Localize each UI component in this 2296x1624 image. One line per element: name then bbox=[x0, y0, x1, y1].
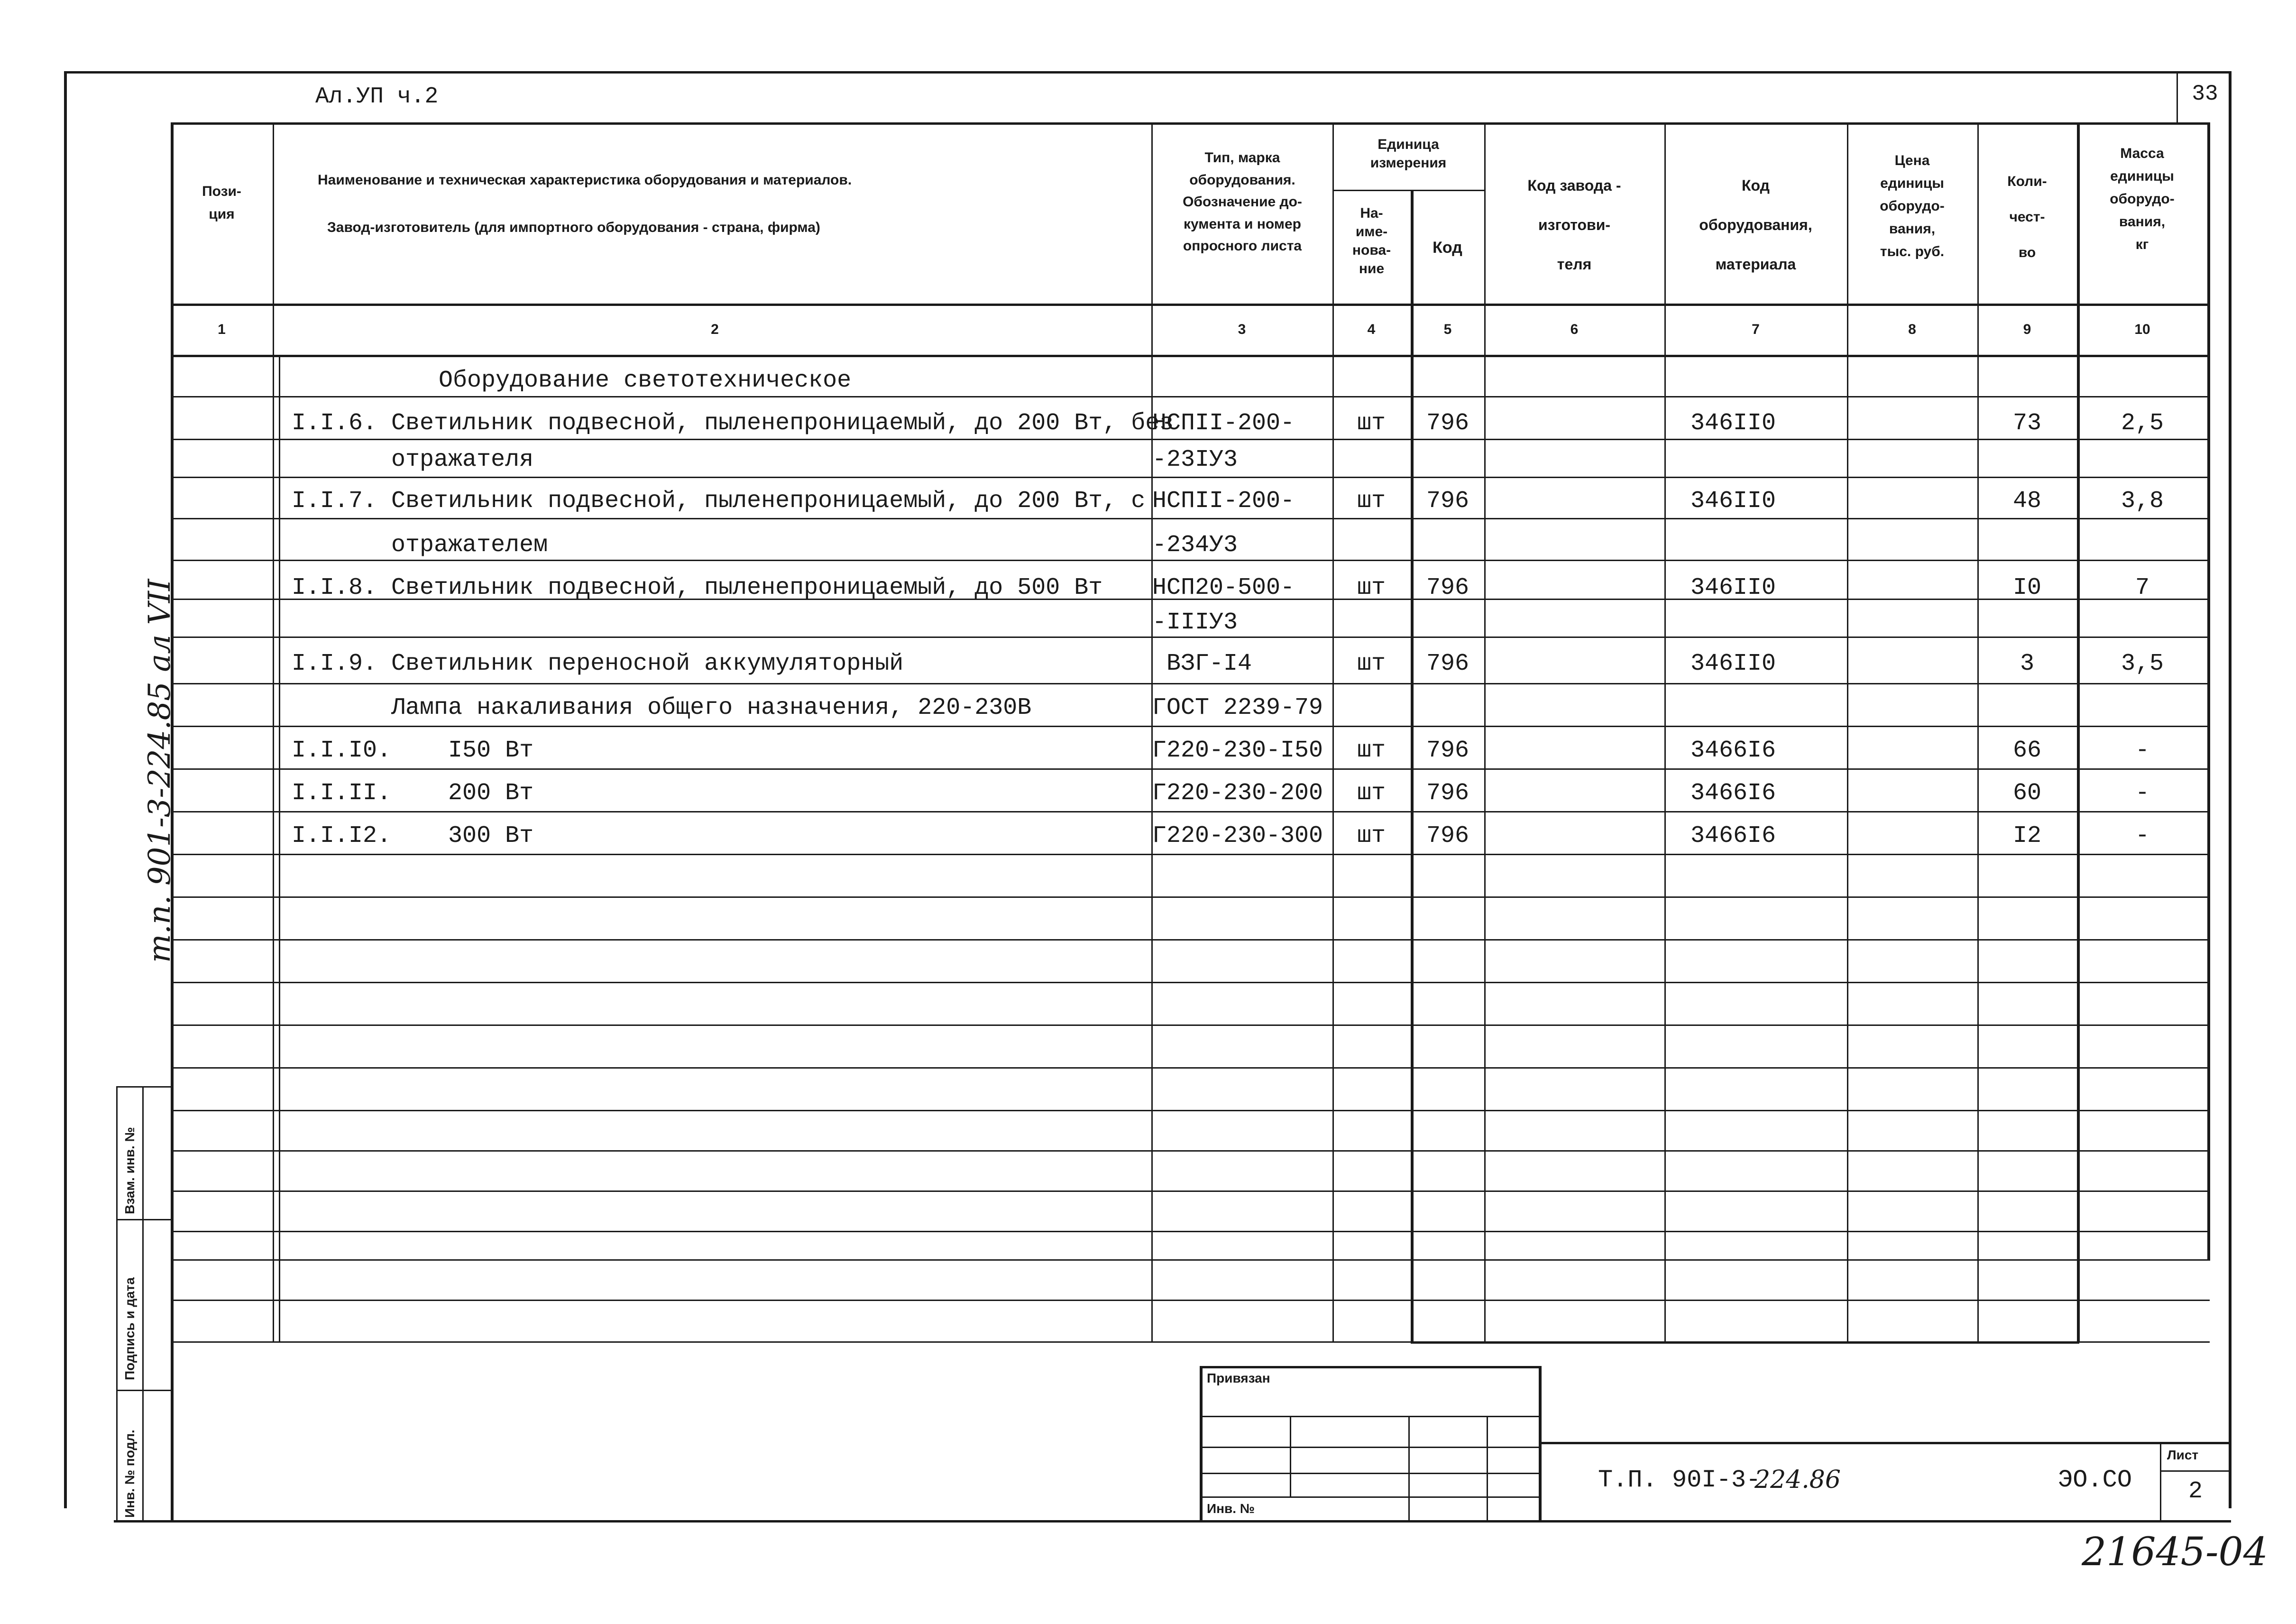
colnum-6: 6 bbox=[1570, 322, 1579, 337]
row-desc: I.I.9. Светильник переносной аккумуляторный bbox=[292, 650, 904, 677]
row-unit-code: 796 bbox=[1426, 780, 1469, 807]
side-strip-top bbox=[116, 1086, 171, 1088]
row-unit-code: 796 bbox=[1426, 410, 1469, 437]
col-line-1b bbox=[279, 355, 280, 1341]
row-type: Г220-230-300 bbox=[1152, 822, 1323, 849]
colnum-9: 9 bbox=[2023, 322, 2031, 337]
row-desc: отражателем bbox=[292, 532, 548, 559]
row-type: ГОСТ 2239-79 bbox=[1152, 694, 1323, 721]
row-unit: шт bbox=[1357, 488, 1386, 515]
row-line bbox=[171, 982, 2210, 983]
row-line bbox=[171, 1190, 2210, 1192]
header-bottom bbox=[171, 304, 2210, 306]
row-qty: I2 bbox=[2012, 822, 2041, 849]
row-equip-code: 3466I6 bbox=[1690, 822, 1776, 849]
row-desc: I.I.6. Светильник подвесной, пыленепроницаемый, до 200 Вт, без bbox=[292, 410, 1174, 437]
row-desc: отражателя bbox=[292, 446, 534, 473]
row-unit-code: 796 bbox=[1426, 822, 1469, 849]
header-name-line2: Завод-изготовитель (для импортного оборудования - страна, фирма) bbox=[327, 220, 820, 235]
row-type: НСПII-200- bbox=[1152, 410, 1295, 437]
row-line bbox=[171, 560, 2210, 561]
row-equip-code: 346II0 bbox=[1690, 410, 1776, 437]
stamp-col1 bbox=[1290, 1416, 1291, 1496]
stamp-top bbox=[1200, 1366, 1539, 1368]
stamp-left bbox=[1200, 1366, 1203, 1522]
row-qty: 60 bbox=[2012, 780, 2041, 807]
row-type: Г220-230-I50 bbox=[1152, 737, 1323, 764]
colnum-7: 7 bbox=[1752, 322, 1760, 337]
header-sub-line bbox=[1332, 190, 1484, 191]
header-factory-code: Код завода - изготови- теля bbox=[1527, 177, 1621, 273]
header-equipment-code: Код оборудования, материала bbox=[1699, 177, 1812, 273]
row-desc: I.I.8. Светильник подвесной, пыленепроницаемый, до 500 Вт bbox=[292, 574, 1103, 601]
list-box-div bbox=[2160, 1470, 2231, 1472]
stamp-privyazan: Привязан bbox=[1207, 1371, 1270, 1385]
side-label-podpis: Подпись и дата bbox=[122, 1277, 137, 1380]
header-type: Тип, марка оборудования. Обозначение до- кумента и номер опросного листа bbox=[1183, 150, 1302, 254]
row-unit: шт bbox=[1357, 822, 1386, 849]
stamp-inv-no: Инв. № bbox=[1207, 1501, 1255, 1516]
section-title: Оборудование светотехническое bbox=[439, 367, 852, 394]
header-unit-name: На- име- нова- ние bbox=[1352, 205, 1391, 277]
row-unit: шт bbox=[1357, 410, 1386, 437]
sheet-number: 33 bbox=[2192, 82, 2218, 106]
list-value: 2 bbox=[2188, 1478, 2203, 1505]
row-equip-code: 3466I6 bbox=[1690, 737, 1776, 764]
row-line bbox=[171, 1300, 2210, 1301]
row-line bbox=[171, 854, 2210, 855]
doc-code: Т.П. 90I-3- bbox=[1598, 1466, 1761, 1494]
stamp-col2 bbox=[1408, 1416, 1410, 1520]
colnum-8: 8 bbox=[1908, 322, 1916, 337]
side-handwritten-code: т.п. 901-3-224.85 ал VII bbox=[142, 579, 177, 963]
row-qty: 66 bbox=[2012, 737, 2041, 764]
row-qty: 48 bbox=[2012, 488, 2041, 515]
col-line-8 bbox=[1977, 122, 1979, 1341]
row-line bbox=[171, 683, 2210, 684]
row-mass: 7 bbox=[2135, 574, 2149, 601]
col-line-2 bbox=[1151, 122, 1153, 1341]
colnum-10: 10 bbox=[2134, 322, 2150, 337]
table-top bbox=[171, 122, 2210, 125]
row-type: -234У3 bbox=[1152, 532, 1238, 559]
row-desc: I.I.7. Светильник подвесной, пыленепроницаемый, до 200 Вт, с bbox=[292, 488, 1146, 515]
title-block-top bbox=[1539, 1442, 2231, 1444]
row-line bbox=[171, 768, 2210, 770]
row-mass: 2,5 bbox=[2121, 410, 2164, 437]
frame-right bbox=[2229, 71, 2232, 1508]
row-line bbox=[171, 896, 2210, 898]
row-mass: - bbox=[2135, 737, 2149, 764]
row-unit: шт bbox=[1357, 780, 1386, 807]
row-type: Г220-230-200 bbox=[1152, 780, 1323, 807]
row-line bbox=[171, 477, 2210, 478]
list-label: Лист bbox=[2167, 1448, 2199, 1462]
side-strip-div1 bbox=[116, 1219, 171, 1220]
bottom-handwritten-number: 21645-04 bbox=[2082, 1530, 2268, 1575]
row-unit-code: 796 bbox=[1426, 488, 1469, 515]
row-line bbox=[171, 396, 2210, 397]
row-line bbox=[171, 439, 2210, 440]
row-line bbox=[171, 811, 2210, 812]
row-type: ВЗГ-I4 bbox=[1166, 650, 1252, 677]
side-strip-div2 bbox=[116, 1390, 171, 1391]
row-mass: - bbox=[2135, 822, 2149, 849]
row-desc: I.I.II. 200 Вт bbox=[292, 780, 534, 807]
doc-code-hand: 224.86 bbox=[1754, 1466, 1841, 1494]
row-line bbox=[171, 637, 2210, 638]
row-line bbox=[171, 1110, 2210, 1111]
col-line-6 bbox=[1664, 122, 1666, 1341]
sheet-num-divider bbox=[2177, 71, 2178, 123]
row-desc: I.I.I2. 300 Вт bbox=[292, 822, 534, 849]
stamp-col3 bbox=[1487, 1416, 1488, 1520]
row-unit: шт bbox=[1357, 650, 1386, 677]
col-line-4 bbox=[1411, 190, 1414, 1342]
colnum-5: 5 bbox=[1443, 322, 1452, 337]
frame-top bbox=[64, 71, 2231, 74]
row-unit: шт bbox=[1357, 574, 1386, 601]
col-line-9 bbox=[2077, 122, 2080, 1341]
side-strip-left bbox=[116, 1086, 118, 1522]
table-right bbox=[2207, 122, 2210, 1261]
list-box-left bbox=[2160, 1442, 2161, 1522]
colnum-3: 3 bbox=[1238, 322, 1246, 337]
row-mass: 3,5 bbox=[2121, 650, 2164, 677]
header-mass: Масса единицы оборудо- вания, кг bbox=[2110, 146, 2175, 252]
side-label-vzam: Взам. инв. № bbox=[122, 1127, 137, 1214]
album-ref: Ал.УП ч.2 bbox=[315, 84, 439, 110]
row-line bbox=[171, 1259, 2210, 1261]
row-mass: - bbox=[2135, 780, 2149, 807]
row-line bbox=[171, 1341, 2210, 1343]
row-unit: шт bbox=[1357, 737, 1386, 764]
side-label-inv-podl: Инв. № подл. bbox=[122, 1430, 137, 1518]
row-line bbox=[171, 1024, 2210, 1026]
row-desc: I.I.I0. I50 Вт bbox=[292, 737, 534, 764]
doc-mark: ЭО.СО bbox=[2058, 1466, 2132, 1494]
frame-left-outer bbox=[64, 71, 67, 1508]
row-equip-code: 346II0 bbox=[1690, 574, 1776, 601]
header-position: Пози- ция bbox=[202, 184, 241, 222]
row-type: -IIIУ3 bbox=[1152, 609, 1238, 636]
row-type: -23IУ3 bbox=[1152, 446, 1238, 473]
row-equip-code: 346II0 bbox=[1690, 650, 1776, 677]
colnum-2: 2 bbox=[711, 322, 719, 337]
row-mass: 3,8 bbox=[2121, 488, 2164, 515]
row-line bbox=[171, 1067, 2210, 1069]
row-line bbox=[171, 726, 2210, 727]
colnum-4: 4 bbox=[1367, 322, 1376, 337]
row-line bbox=[171, 1150, 2210, 1152]
row-type: НСП20-500- bbox=[1152, 574, 1295, 601]
col-line-5 bbox=[1484, 122, 1486, 1341]
row-qty: 73 bbox=[2012, 410, 2041, 437]
row-equip-code: 346II0 bbox=[1690, 488, 1776, 515]
row-desc: Лампа накаливания общего назначения, 220-230В bbox=[292, 694, 1032, 721]
col-line-3 bbox=[1332, 122, 1334, 1341]
header-quantity: Коли- чест- во bbox=[2007, 174, 2047, 260]
header-name-line1: Наименование и техническая характеристика оборудования и материалов. bbox=[318, 172, 852, 188]
colnum-bottom bbox=[171, 355, 2210, 357]
row-type: НСПII-200- bbox=[1152, 488, 1295, 515]
row-line bbox=[171, 1231, 2210, 1232]
row-qty: I0 bbox=[2012, 574, 2041, 601]
frame-bottom bbox=[114, 1520, 2231, 1522]
row-unit-code: 796 bbox=[1426, 650, 1469, 677]
header-unit-group: Единица измерения bbox=[1370, 137, 1447, 171]
row-unit-code: 796 bbox=[1426, 737, 1469, 764]
header-unit-code: Код bbox=[1433, 239, 1462, 257]
col-line-1 bbox=[273, 122, 274, 1341]
colnum-1: 1 bbox=[218, 322, 226, 337]
row-unit-code: 796 bbox=[1426, 574, 1469, 601]
side-strip-mid bbox=[142, 1086, 144, 1522]
header-price: Цена единицы оборудо- вания, тыс. руб. bbox=[1880, 153, 1945, 259]
row-qty: 3 bbox=[2020, 650, 2034, 677]
row-equip-code: 3466I6 bbox=[1690, 780, 1776, 807]
row-line bbox=[171, 939, 2210, 941]
row-line bbox=[171, 518, 2210, 519]
col-line-7 bbox=[1847, 122, 1848, 1341]
